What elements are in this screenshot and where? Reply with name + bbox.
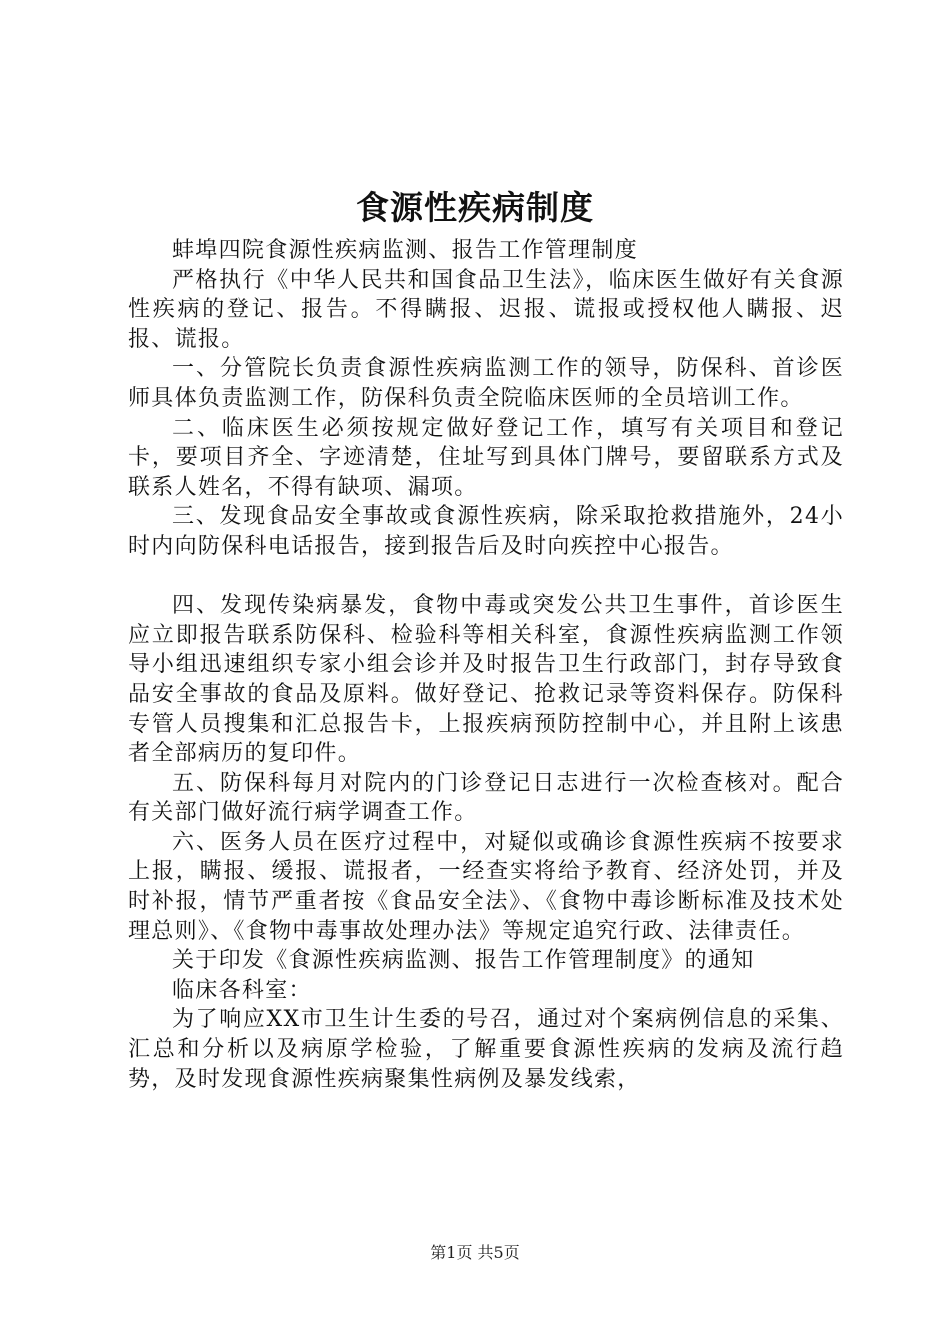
paragraph-item-6: 六、医务人员在医疗过程中，对疑似或确诊食源性疾病不按要求上报，瞒报、缓报、谎报者，一经查实将给予教育、经济处罚，并及时补报，情节严重者按《食品安全法》、《食物中毒诊断标准及技术处理总则》、《食物中毒事故处理办法》等规定追究行政、法律责任。 (128, 829, 844, 944)
paragraph-item-4: 四、发现传染病暴发，食物中毒或突发公共卫生事件，首诊医生应立即报告联系防保科、检验科等相关科室，食源性疾病监测工作领导小组迅速组织专家小组会诊并及时报告卫生行政部门，封存导致食品安全事故的食品及原料。做好登记、抢救记录等资料保存。防保科专管人员搜集和汇总报告卡，上报疾病预防控制中心，并且附上该患者全部病历的复印件。 (128, 593, 844, 767)
paragraph-heading: 蚌埠四院食源性疾病监测、报告工作管理制度 (172, 238, 639, 263)
paragraph-intro: 严格执行《中华人民共和国食品卫生法》，临床医生做好有关食源性疾病的登记、报告。不得瞒报、迟报、谎报或授权他人瞒报、迟报、谎报。 (128, 267, 844, 352)
page-number: 第1页 共5页 (430, 1243, 520, 1262)
paragraph-item-1: 一、分管院长负责食源性疾病监测工作的领导，防保科、首诊医师具体负责监测工作，防保科负责全院临床医师的全员培训工作。 (128, 356, 844, 411)
paragraph-notice-title: 关于印发《食源性疾病监测、报告工作管理制度》的通知 (172, 948, 755, 974)
document-body (128, 236, 844, 1094)
paragraph-notice-body: 为了响应XX市卫生计生委的号召，通过对个案病例信息的采集、汇总和分析以及病原学检验，了解重要食源性疾病的发病及流行趋势，及时发现食源性疾病聚集性病例及暴发线索， (128, 1007, 844, 1092)
paragraph-recipient: 临床各科室： (172, 977, 312, 1003)
paragraph-item-5: 五、防保科每月对院内的门诊登记日志进行一次检查核对。配合有关部门做好流行病学调查工作。 (128, 770, 844, 826)
paragraph-item-3: 三、发现食品安全事故或食源性疾病，除采取抢救措施外，24小时内向防保科电话报告，接到报告后及时向疾控中心报告。 (128, 504, 844, 559)
document-title: 食源性疾病制度 (356, 188, 594, 227)
paragraph-item-2: 二、临床医生必须按规定做好登记工作，填写有关项目和登记卡，要项目齐全、字迹清楚，住址写到具体门牌号，要留联系方式及联系人姓名，不得有缺项、漏项。 (128, 415, 844, 500)
